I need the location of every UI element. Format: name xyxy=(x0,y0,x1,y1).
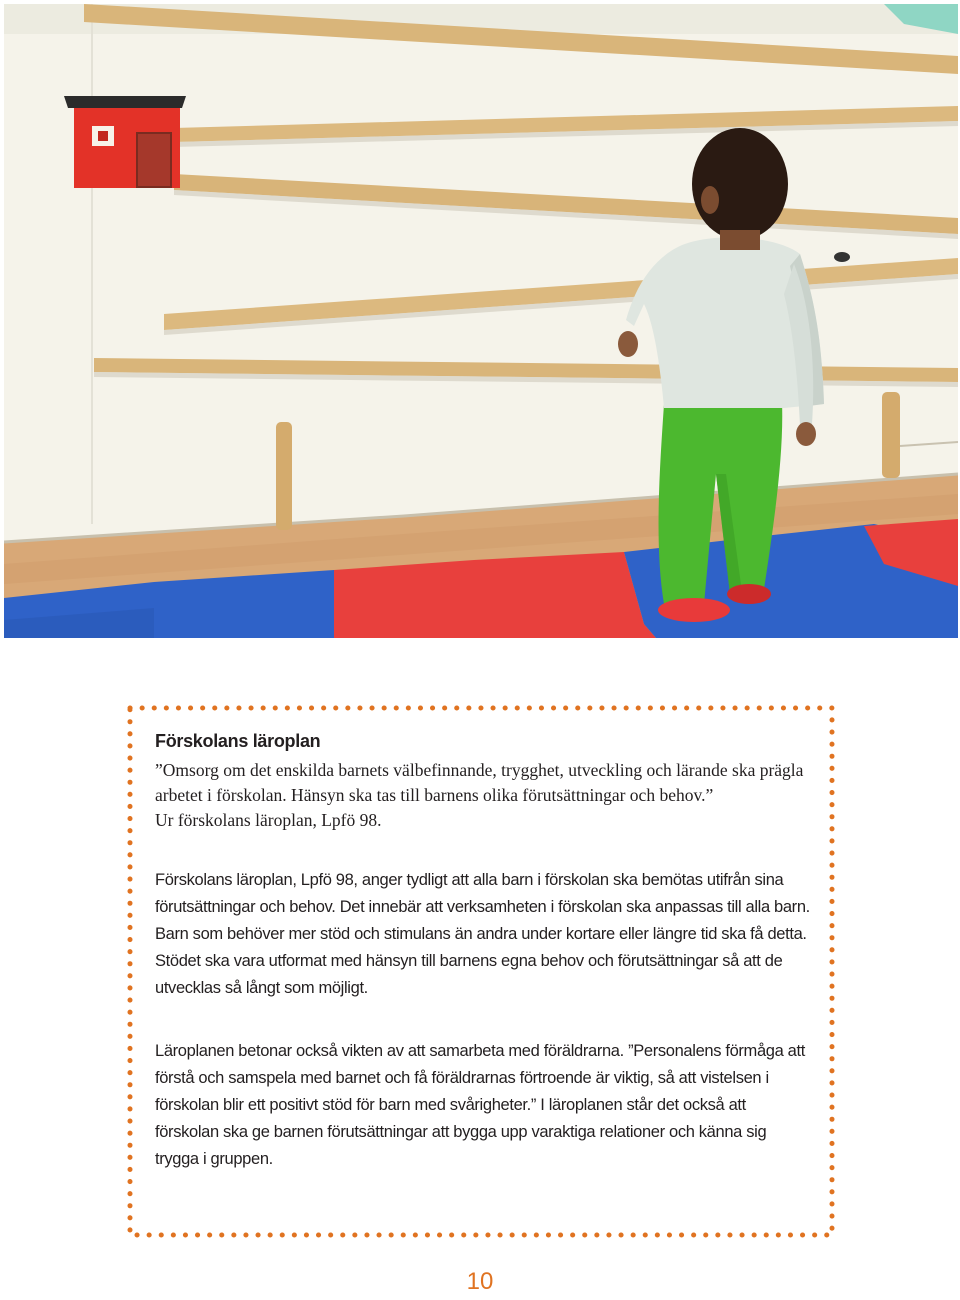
box-title: Förskolans läroplan xyxy=(155,731,321,751)
photo-child-ball-track xyxy=(4,4,958,638)
fact-box xyxy=(125,703,837,1240)
quote-source: Ur förskolans läroplan, Lpfö 98. xyxy=(155,810,382,830)
box-content xyxy=(155,731,810,1173)
quote-line-2: arbetet i förskolan. Hänsyn ska tas till barnens olika förutsättningar och behov.” xyxy=(155,785,714,805)
page-number: 10 xyxy=(466,1268,494,1295)
paragraph-1: Förskolans läroplan, Lpfö 98, anger tydligt att alla barn i förskolan ska bemötas utifrån sina förutsättningar och behov. Det innebär att verksamheten i förskolan ska anpassas till alla barn. Barn som behöver mer stöd och stimulans än andra under kortare eller längre tid ska få detta. Stödet ska vara utformat med hänsyn till barnens egna behov och förutsättningar så att de utvecklas så långt som möjligt. xyxy=(155,871,810,997)
quote-line-1: ”Omsorg om det enskilda barnets välbefinnande, trygghet, utveckling och lärande ska prägla xyxy=(155,760,804,780)
child-at-wooden-ball-track-photo xyxy=(4,4,958,638)
paragraph-2: Läroplanen betonar också vikten av att samarbeta med föräldrarna. ”Personalens förmåga att förstå och samspela med barnet och få föräldrarnas förtroende är viktig, så att vistelsen i förskolan blir ett positivt stöd för barn med svårigheter.” I läroplanen står det också att förskolan ska ge barnen förutsättningar att bygga upp varaktiga relationer och känna sig trygga i gruppen. xyxy=(155,1042,805,1168)
